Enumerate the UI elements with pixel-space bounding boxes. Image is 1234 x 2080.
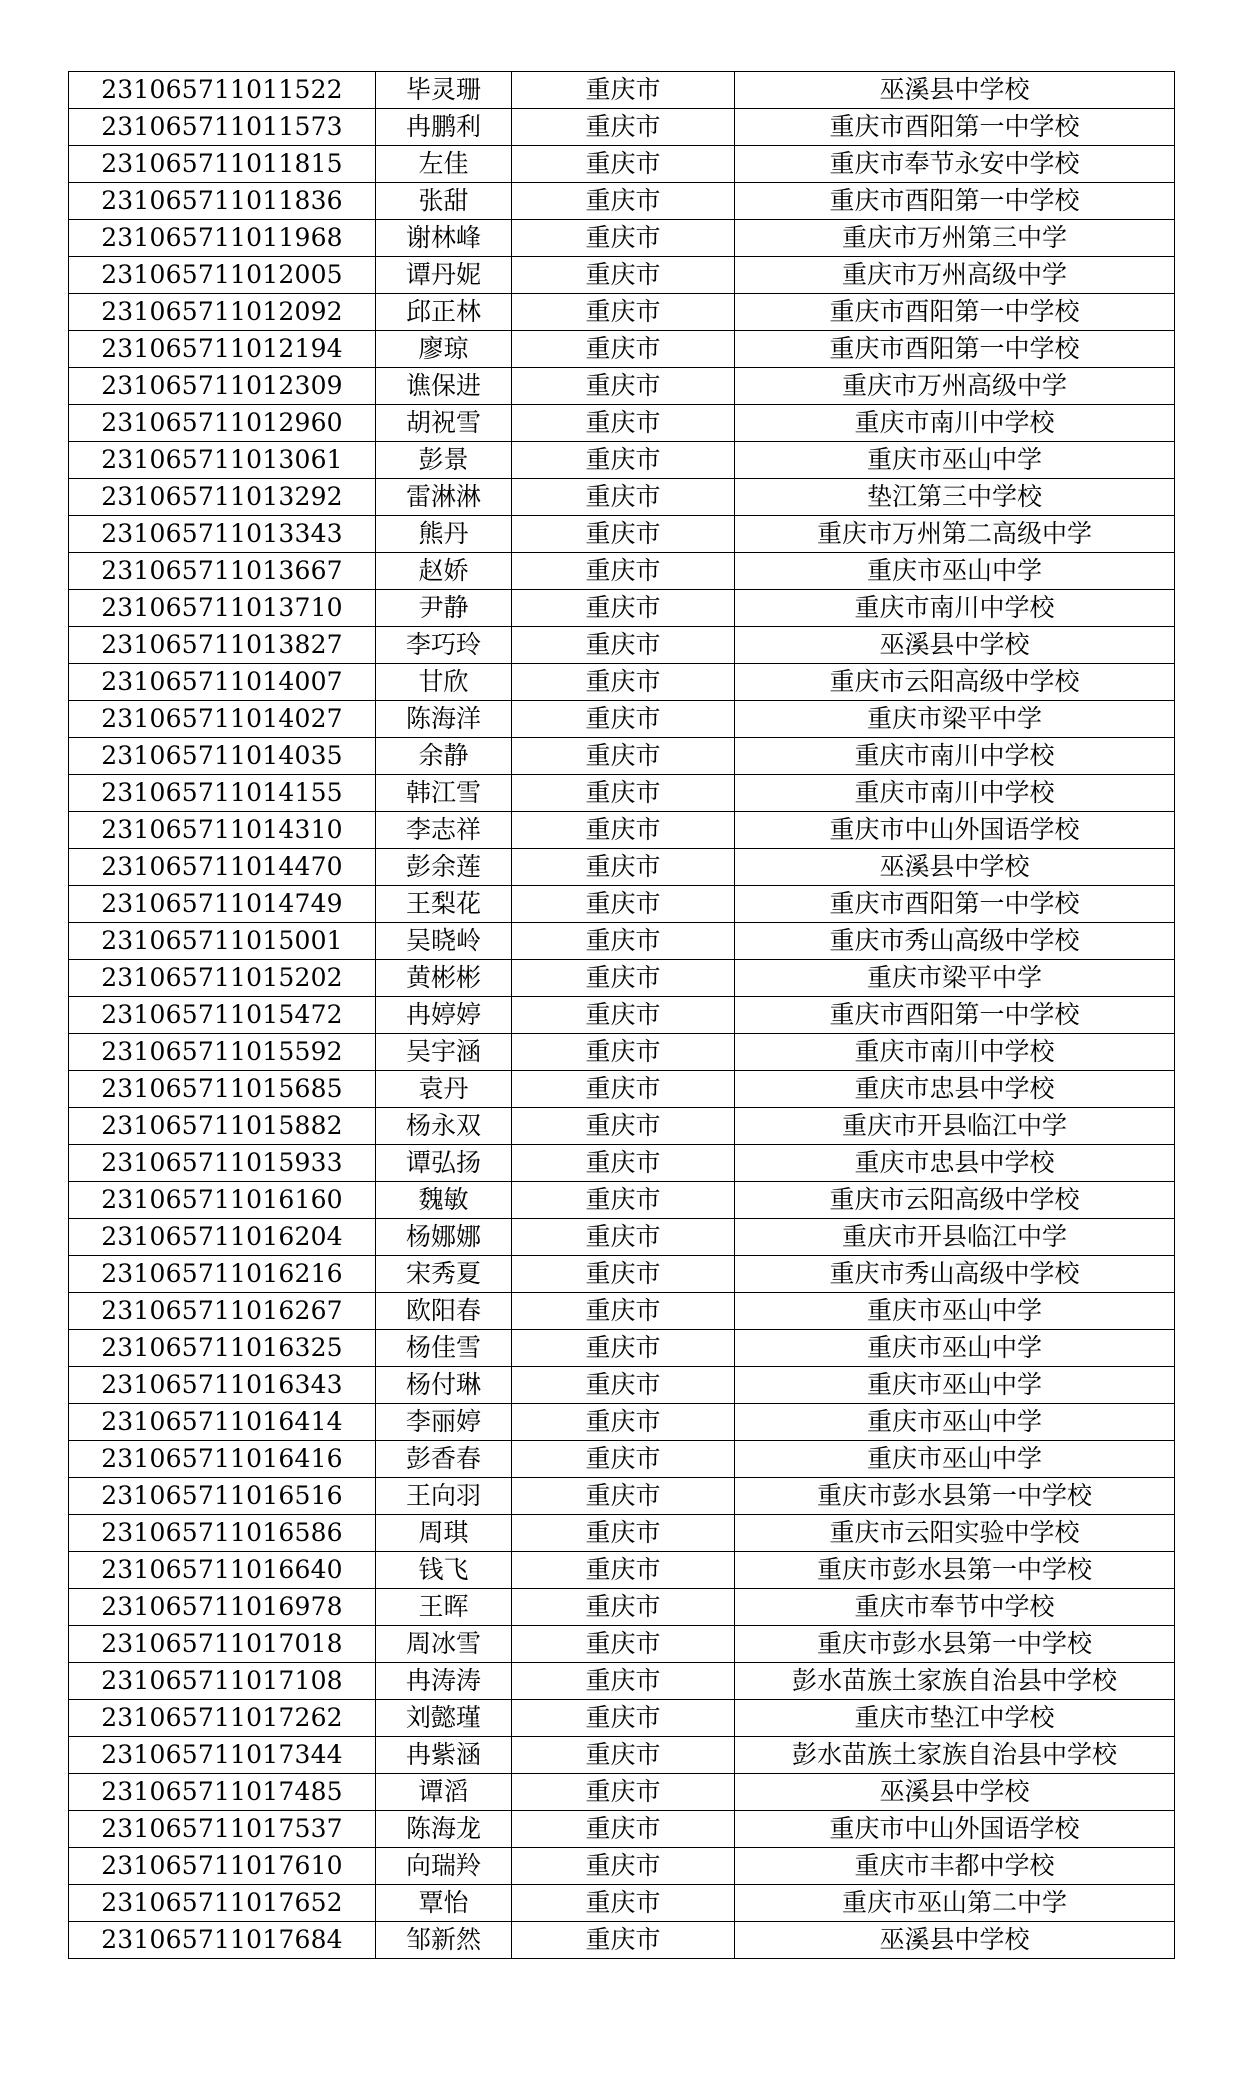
school-cell: 巫溪县中学校 [735, 72, 1175, 109]
candidate-id-cell: 231065711011815 [69, 146, 376, 183]
candidate-id-cell: 231065711013710 [69, 590, 376, 627]
candidate-id-cell: 231065711013343 [69, 516, 376, 553]
school-cell: 彭水苗族土家族自治县中学校 [735, 1737, 1175, 1774]
student-name-cell: 谢林峰 [376, 220, 512, 257]
city-cell: 重庆市 [512, 183, 735, 220]
student-name-cell: 彭余莲 [376, 849, 512, 886]
candidate-id-cell: 231065711017652 [69, 1885, 376, 1922]
school-cell: 重庆市开县临江中学 [735, 1219, 1175, 1256]
table-row [69, 886, 1175, 923]
student-name-cell: 杨永双 [376, 1108, 512, 1145]
city-cell: 重庆市 [512, 1626, 735, 1663]
table-row [69, 1034, 1175, 1071]
student-name-cell: 余静 [376, 738, 512, 775]
city-cell: 重庆市 [512, 590, 735, 627]
table-row [69, 1848, 1175, 1885]
school-cell: 重庆市万州第三中学 [735, 220, 1175, 257]
city-cell: 重庆市 [512, 294, 735, 331]
candidate-id-cell: 231065711014035 [69, 738, 376, 775]
table-row [69, 849, 1175, 886]
school-cell: 重庆市秀山高级中学校 [735, 923, 1175, 960]
student-name-cell: 左佳 [376, 146, 512, 183]
school-cell: 重庆市巫山中学 [735, 553, 1175, 590]
school-cell: 重庆市南川中学校 [735, 590, 1175, 627]
school-cell: 重庆市云阳高级中学校 [735, 664, 1175, 701]
candidate-id-cell: 231065711014749 [69, 886, 376, 923]
table-row [69, 1589, 1175, 1626]
candidate-id-cell: 231065711011836 [69, 183, 376, 220]
school-cell: 重庆市中山外国语学校 [735, 812, 1175, 849]
student-name-cell: 杨佳雪 [376, 1330, 512, 1367]
city-cell: 重庆市 [512, 1071, 735, 1108]
candidate-id-cell: 231065711012092 [69, 294, 376, 331]
city-cell: 重庆市 [512, 812, 735, 849]
table-row [69, 1663, 1175, 1700]
school-cell: 重庆市中山外国语学校 [735, 1811, 1175, 1848]
candidate-id-cell: 231065711015685 [69, 1071, 376, 1108]
candidate-id-cell: 231065711017108 [69, 1663, 376, 1700]
school-cell: 重庆市开县临江中学 [735, 1108, 1175, 1145]
city-cell: 重庆市 [512, 627, 735, 664]
table-row [69, 1404, 1175, 1441]
table-row [69, 1552, 1175, 1589]
table-row [69, 1515, 1175, 1552]
candidate-id-cell: 231065711011968 [69, 220, 376, 257]
student-name-cell: 覃怡 [376, 1885, 512, 1922]
city-cell: 重庆市 [512, 1589, 735, 1626]
student-name-cell: 李巧玲 [376, 627, 512, 664]
candidate-id-cell: 231065711017485 [69, 1774, 376, 1811]
school-cell: 重庆市奉节中学校 [735, 1589, 1175, 1626]
student-name-cell: 欧阳春 [376, 1293, 512, 1330]
student-name-cell: 邱正林 [376, 294, 512, 331]
school-cell: 重庆市彭水县第一中学校 [735, 1626, 1175, 1663]
school-cell: 重庆市南川中学校 [735, 1034, 1175, 1071]
city-cell: 重庆市 [512, 1552, 735, 1589]
table-row [69, 1441, 1175, 1478]
student-name-cell: 毕灵珊 [376, 72, 512, 109]
city-cell: 重庆市 [512, 1256, 735, 1293]
city-cell: 重庆市 [512, 1848, 735, 1885]
student-name-cell: 陈海龙 [376, 1811, 512, 1848]
candidate-id-cell: 231065711012005 [69, 257, 376, 294]
table-row [69, 1478, 1175, 1515]
table-row [69, 590, 1175, 627]
city-cell: 重庆市 [512, 997, 735, 1034]
candidate-id-cell: 231065711017537 [69, 1811, 376, 1848]
table-row [69, 72, 1175, 109]
candidate-id-cell: 231065711017018 [69, 1626, 376, 1663]
city-cell: 重庆市 [512, 146, 735, 183]
school-cell: 重庆市酉阳第一中学校 [735, 183, 1175, 220]
school-cell: 重庆市秀山高级中学校 [735, 1256, 1175, 1293]
candidate-id-cell: 231065711017684 [69, 1922, 376, 1959]
school-cell: 重庆市彭水县第一中学校 [735, 1552, 1175, 1589]
student-name-cell: 周琪 [376, 1515, 512, 1552]
candidate-id-cell: 231065711016586 [69, 1515, 376, 1552]
table-row [69, 368, 1175, 405]
student-name-cell: 王向羽 [376, 1478, 512, 1515]
school-cell: 重庆市南川中学校 [735, 775, 1175, 812]
student-name-cell: 王梨花 [376, 886, 512, 923]
city-cell: 重庆市 [512, 220, 735, 257]
student-name-cell: 谭滔 [376, 1774, 512, 1811]
table-row [69, 1774, 1175, 1811]
city-cell: 重庆市 [512, 1330, 735, 1367]
candidate-id-cell: 231065711014310 [69, 812, 376, 849]
student-name-cell: 韩江雪 [376, 775, 512, 812]
school-cell: 巫溪县中学校 [735, 627, 1175, 664]
candidate-id-cell: 231065711016325 [69, 1330, 376, 1367]
student-name-cell: 谭丹妮 [376, 257, 512, 294]
candidate-id-cell: 231065711017344 [69, 1737, 376, 1774]
city-cell: 重庆市 [512, 1182, 735, 1219]
school-cell: 重庆市巫山第二中学 [735, 1885, 1175, 1922]
student-name-cell: 杨付琳 [376, 1367, 512, 1404]
student-name-cell: 钱飞 [376, 1552, 512, 1589]
student-name-cell: 邹新然 [376, 1922, 512, 1959]
city-cell: 重庆市 [512, 923, 735, 960]
school-cell: 重庆市万州高级中学 [735, 368, 1175, 405]
city-cell: 重庆市 [512, 1478, 735, 1515]
table-row [69, 405, 1175, 442]
school-cell: 重庆市万州高级中学 [735, 257, 1175, 294]
table-row [69, 1330, 1175, 1367]
student-name-cell: 王晖 [376, 1589, 512, 1626]
city-cell: 重庆市 [512, 1922, 735, 1959]
city-cell: 重庆市 [512, 1515, 735, 1552]
candidate-id-cell: 231065711015202 [69, 960, 376, 997]
table-row [69, 960, 1175, 997]
table-row [69, 1367, 1175, 1404]
student-name-cell: 魏敏 [376, 1182, 512, 1219]
student-name-cell: 雷淋淋 [376, 479, 512, 516]
student-name-cell: 杨娜娜 [376, 1219, 512, 1256]
table-row [69, 1256, 1175, 1293]
city-cell: 重庆市 [512, 1700, 735, 1737]
school-cell: 重庆市万州第二高级中学 [735, 516, 1175, 553]
school-cell: 重庆市彭水县第一中学校 [735, 1478, 1175, 1515]
candidate-id-cell: 231065711016160 [69, 1182, 376, 1219]
candidate-id-cell: 231065711015001 [69, 923, 376, 960]
student-name-cell: 宋秀夏 [376, 1256, 512, 1293]
student-name-cell: 胡祝雪 [376, 405, 512, 442]
table-row [69, 1182, 1175, 1219]
table-row [69, 812, 1175, 849]
table-row [69, 923, 1175, 960]
city-cell: 重庆市 [512, 553, 735, 590]
table-row [69, 146, 1175, 183]
student-name-cell: 彭景 [376, 442, 512, 479]
table-row [69, 997, 1175, 1034]
candidate-id-cell: 231065711012960 [69, 405, 376, 442]
candidate-id-cell: 231065711015882 [69, 1108, 376, 1145]
city-cell: 重庆市 [512, 1219, 735, 1256]
candidate-id-cell: 231065711013667 [69, 553, 376, 590]
city-cell: 重庆市 [512, 1441, 735, 1478]
city-cell: 重庆市 [512, 1293, 735, 1330]
city-cell: 重庆市 [512, 442, 735, 479]
city-cell: 重庆市 [512, 368, 735, 405]
school-cell: 重庆市忠县中学校 [735, 1145, 1175, 1182]
candidate-id-cell: 231065711016343 [69, 1367, 376, 1404]
candidate-id-cell: 231065711015933 [69, 1145, 376, 1182]
table-row [69, 1145, 1175, 1182]
school-cell: 重庆市酉阳第一中学校 [735, 997, 1175, 1034]
city-cell: 重庆市 [512, 405, 735, 442]
candidate-id-cell: 231065711013061 [69, 442, 376, 479]
student-name-cell: 周冰雪 [376, 1626, 512, 1663]
school-cell: 重庆市巫山中学 [735, 1441, 1175, 1478]
table-row [69, 220, 1175, 257]
school-cell: 重庆市南川中学校 [735, 738, 1175, 775]
table-row [69, 775, 1175, 812]
candidate-id-cell: 231065711015592 [69, 1034, 376, 1071]
roster-table [68, 71, 1175, 1959]
student-name-cell: 吴宇涵 [376, 1034, 512, 1071]
school-cell: 巫溪县中学校 [735, 1774, 1175, 1811]
table-row [69, 1737, 1175, 1774]
school-cell: 彭水苗族土家族自治县中学校 [735, 1663, 1175, 1700]
city-cell: 重庆市 [512, 738, 735, 775]
candidate-id-cell: 231065711014470 [69, 849, 376, 886]
city-cell: 重庆市 [512, 72, 735, 109]
school-cell: 重庆市梁平中学 [735, 960, 1175, 997]
school-cell: 重庆市云阳高级中学校 [735, 1182, 1175, 1219]
student-name-cell: 陈海洋 [376, 701, 512, 738]
table-row [69, 331, 1175, 368]
school-cell: 重庆市忠县中学校 [735, 1071, 1175, 1108]
city-cell: 重庆市 [512, 775, 735, 812]
table-row [69, 183, 1175, 220]
table-row [69, 442, 1175, 479]
student-name-cell: 冉涛涛 [376, 1663, 512, 1700]
school-cell: 垫江第三中学校 [735, 479, 1175, 516]
city-cell: 重庆市 [512, 1108, 735, 1145]
student-name-cell: 吴晓岭 [376, 923, 512, 960]
candidate-id-cell: 231065711014155 [69, 775, 376, 812]
school-cell: 巫溪县中学校 [735, 849, 1175, 886]
school-cell: 重庆市巫山中学 [735, 442, 1175, 479]
student-name-cell: 冉鹏利 [376, 109, 512, 146]
school-cell: 重庆市垫江中学校 [735, 1700, 1175, 1737]
candidate-id-cell: 231065711015472 [69, 997, 376, 1034]
school-cell: 重庆市酉阳第一中学校 [735, 886, 1175, 923]
table-row [69, 516, 1175, 553]
candidate-id-cell: 231065711016978 [69, 1589, 376, 1626]
table-row [69, 257, 1175, 294]
candidate-id-cell: 231065711011522 [69, 72, 376, 109]
city-cell: 重庆市 [512, 1404, 735, 1441]
city-cell: 重庆市 [512, 1811, 735, 1848]
candidate-id-cell: 231065711014027 [69, 701, 376, 738]
table-row [69, 553, 1175, 590]
table-row [69, 1071, 1175, 1108]
city-cell: 重庆市 [512, 701, 735, 738]
student-name-cell: 冉紫涵 [376, 1737, 512, 1774]
student-name-cell: 熊丹 [376, 516, 512, 553]
candidate-id-cell: 231065711012309 [69, 368, 376, 405]
roster-table-body [69, 72, 1175, 1959]
school-cell: 重庆市巫山中学 [735, 1293, 1175, 1330]
student-name-cell: 赵娇 [376, 553, 512, 590]
table-row [69, 738, 1175, 775]
table-row [69, 1885, 1175, 1922]
table-row [69, 294, 1175, 331]
city-cell: 重庆市 [512, 257, 735, 294]
city-cell: 重庆市 [512, 960, 735, 997]
table-row [69, 1626, 1175, 1663]
candidate-id-cell: 231065711016516 [69, 1478, 376, 1515]
student-name-cell: 李丽婷 [376, 1404, 512, 1441]
school-cell: 重庆市酉阳第一中学校 [735, 331, 1175, 368]
table-row [69, 1219, 1175, 1256]
student-name-cell: 刘懿瑾 [376, 1700, 512, 1737]
table-row [69, 1922, 1175, 1959]
city-cell: 重庆市 [512, 1145, 735, 1182]
candidate-id-cell: 231065711016414 [69, 1404, 376, 1441]
table-row [69, 109, 1175, 146]
school-cell: 重庆市丰都中学校 [735, 1848, 1175, 1885]
table-row [69, 1700, 1175, 1737]
school-cell: 重庆市巫山中学 [735, 1330, 1175, 1367]
table-row [69, 1811, 1175, 1848]
candidate-id-cell: 231065711011573 [69, 109, 376, 146]
table-row [69, 701, 1175, 738]
table-row [69, 479, 1175, 516]
candidate-id-cell: 231065711017262 [69, 1700, 376, 1737]
city-cell: 重庆市 [512, 479, 735, 516]
school-cell: 重庆市南川中学校 [735, 405, 1175, 442]
candidate-id-cell: 231065711012194 [69, 331, 376, 368]
candidate-id-cell: 231065711013292 [69, 479, 376, 516]
city-cell: 重庆市 [512, 1034, 735, 1071]
student-name-cell: 甘欣 [376, 664, 512, 701]
candidate-id-cell: 231065711017610 [69, 1848, 376, 1885]
school-cell: 重庆市巫山中学 [735, 1367, 1175, 1404]
city-cell: 重庆市 [512, 664, 735, 701]
school-cell: 重庆市梁平中学 [735, 701, 1175, 738]
candidate-id-cell: 231065711013827 [69, 627, 376, 664]
student-name-cell: 袁丹 [376, 1071, 512, 1108]
school-cell: 重庆市酉阳第一中学校 [735, 294, 1175, 331]
candidate-id-cell: 231065711016204 [69, 1219, 376, 1256]
city-cell: 重庆市 [512, 1663, 735, 1700]
student-name-cell: 谭弘扬 [376, 1145, 512, 1182]
student-name-cell: 尹静 [376, 590, 512, 627]
candidate-id-cell: 231065711014007 [69, 664, 376, 701]
student-name-cell: 黄彬彬 [376, 960, 512, 997]
school-cell: 重庆市云阳实验中学校 [735, 1515, 1175, 1552]
table-row [69, 1293, 1175, 1330]
student-name-cell: 冉婷婷 [376, 997, 512, 1034]
candidate-id-cell: 231065711016640 [69, 1552, 376, 1589]
student-name-cell: 向瑞羚 [376, 1848, 512, 1885]
school-cell: 重庆市巫山中学 [735, 1404, 1175, 1441]
city-cell: 重庆市 [512, 1737, 735, 1774]
city-cell: 重庆市 [512, 109, 735, 146]
city-cell: 重庆市 [512, 1885, 735, 1922]
school-cell: 重庆市奉节永安中学校 [735, 146, 1175, 183]
candidate-id-cell: 231065711016267 [69, 1293, 376, 1330]
candidate-id-cell: 231065711016216 [69, 1256, 376, 1293]
city-cell: 重庆市 [512, 849, 735, 886]
student-name-cell: 谯保进 [376, 368, 512, 405]
city-cell: 重庆市 [512, 1774, 735, 1811]
school-cell: 重庆市酉阳第一中学校 [735, 109, 1175, 146]
table-row [69, 627, 1175, 664]
city-cell: 重庆市 [512, 331, 735, 368]
student-name-cell: 张甜 [376, 183, 512, 220]
student-name-cell: 廖琼 [376, 331, 512, 368]
city-cell: 重庆市 [512, 516, 735, 553]
candidate-id-cell: 231065711016416 [69, 1441, 376, 1478]
student-name-cell: 彭香春 [376, 1441, 512, 1478]
table-row [69, 1108, 1175, 1145]
school-cell: 巫溪县中学校 [735, 1922, 1175, 1959]
table-row [69, 664, 1175, 701]
student-name-cell: 李志祥 [376, 812, 512, 849]
city-cell: 重庆市 [512, 1367, 735, 1404]
city-cell: 重庆市 [512, 886, 735, 923]
